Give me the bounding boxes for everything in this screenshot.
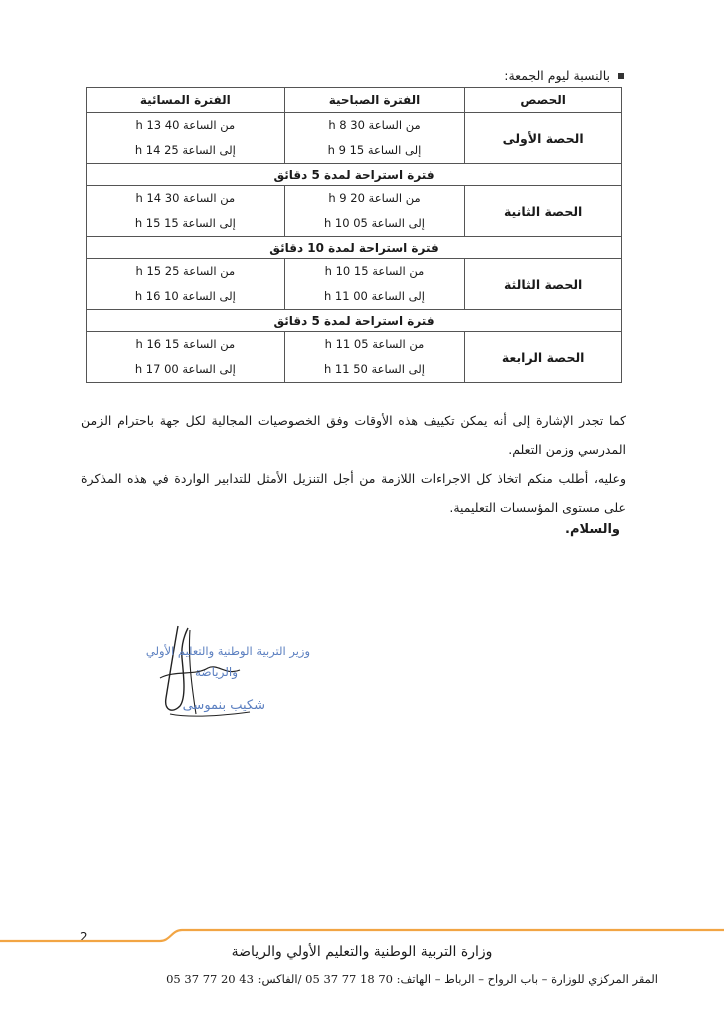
stamp-title: وزير التربية الوطنية والتعليم الأولي <box>145 644 310 658</box>
session-name: الحصة الثانية <box>465 186 622 237</box>
time-from: من الساعة 15 h 10 <box>324 264 425 278</box>
stamp-title-cont: والرياضة <box>194 665 238 679</box>
table-row <box>87 259 622 310</box>
time-to: إلى الساعة 00 h 11 <box>323 289 425 303</box>
note-paragraph: كما تجدر الإشارة إلى أنه يمكن تكييف هذه الأوقات وفق الخصوصيات المجالية لكل جهة باحترام الزمن المدرسي وزمن التعلم. <box>81 413 626 457</box>
header-sessions: الحصص <box>465 88 622 113</box>
page-number: 2 <box>80 930 88 944</box>
intro-text: بالنسبة ليوم الجمعة: <box>504 68 610 83</box>
table-row <box>87 113 622 164</box>
time-from: من الساعة 30 h 8 <box>328 118 421 132</box>
header-evening: الفترة المسائية <box>87 88 285 113</box>
break-row <box>87 237 622 259</box>
table-row <box>87 186 622 237</box>
morning-times <box>284 113 465 164</box>
time-from: من الساعة 25 h 15 <box>135 264 236 278</box>
table-header-row <box>87 88 622 113</box>
time-to: إلى الساعة 50 h 11 <box>323 362 425 376</box>
time-to: إلى الساعة 10 h 16 <box>134 289 236 303</box>
evening-times <box>87 259 285 310</box>
time-from: من الساعة 20 h 9 <box>328 191 421 205</box>
time-from: من الساعة 05 h 11 <box>324 337 425 351</box>
friday-schedule-table <box>86 87 622 383</box>
time-to: إلى الساعة 00 h 17 <box>134 362 236 376</box>
morning-times <box>284 259 465 310</box>
time-to: إلى الساعة 15 h 15 <box>134 216 236 230</box>
footer-divider <box>0 926 724 946</box>
closing-text: والسلام. <box>565 522 620 537</box>
time-from: من الساعة 40 h 13 <box>135 118 236 132</box>
session-name: الحصة الرابعة <box>465 332 622 383</box>
evening-times <box>87 186 285 237</box>
time-to: إلى الساعة 15 h 9 <box>327 143 422 157</box>
table-row <box>87 332 622 383</box>
evening-times <box>87 113 285 164</box>
time-to: إلى الساعة 05 h 10 <box>323 216 425 230</box>
morning-times <box>284 332 465 383</box>
stamp-name: شكيب بنموسى <box>182 698 265 713</box>
friday-intro <box>504 68 624 83</box>
time-to: إلى الساعة 25 h 14 <box>134 143 236 157</box>
break-label: فترة استراحة لمدة 10 دقائق <box>87 237 622 259</box>
time-from: من الساعة 15 h 16 <box>135 337 236 351</box>
footer-address: المقر المركزي للوزارة – باب الرواح – الرباط – الهاتف: 70 18 77 37 05 /الفاكس: 43 20 77 37 05 <box>166 972 658 986</box>
time-from: من الساعة 30 h 14 <box>135 191 236 205</box>
break-label: فترة استراحة لمدة 5 دقائق <box>87 310 622 332</box>
evening-times <box>87 332 285 383</box>
break-label: فترة استراحة لمدة 5 دقائق <box>87 164 622 186</box>
instruction-paragraph: وعليه، أطلب منكم اتخاذ كل الاجراءات اللازمة من أجل التنزيل الأمثل للتدابير الواردة في هذه المذكرة على مستوى المؤسسات التعليمية. <box>81 471 626 515</box>
break-row <box>87 164 622 186</box>
session-name: الحصة الأولى <box>465 113 622 164</box>
morning-times <box>284 186 465 237</box>
footer-ministry: وزارة التربية الوطنية والتعليم الأولي والرياضة <box>231 944 493 960</box>
header-morning: الفترة الصباحية <box>284 88 465 113</box>
session-name: الحصة الثالثة <box>465 259 622 310</box>
break-row <box>87 310 622 332</box>
signature-stamp <box>100 618 320 728</box>
bullet-icon <box>618 73 624 79</box>
